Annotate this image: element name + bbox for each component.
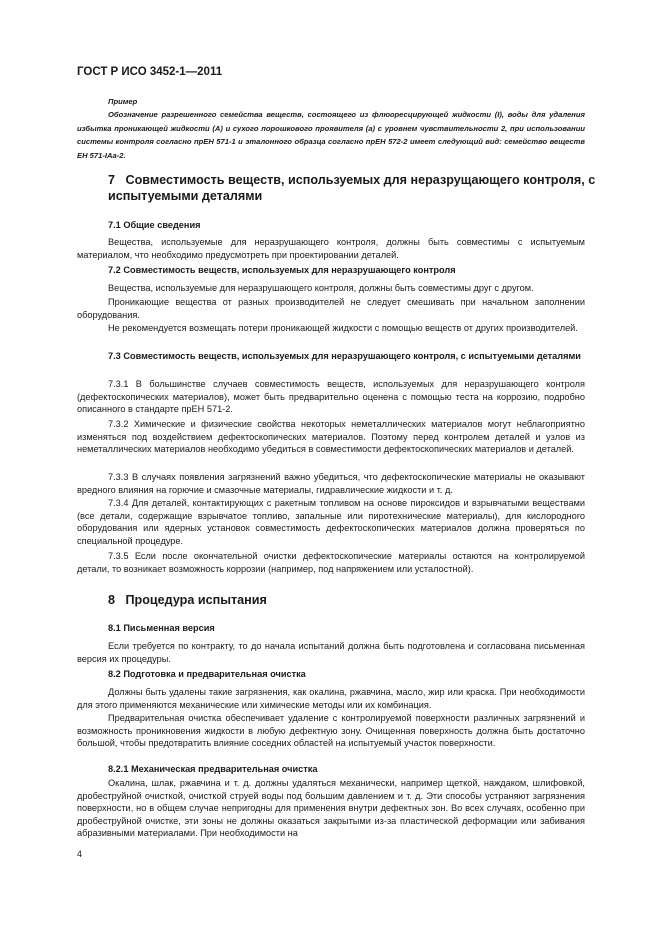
paragraph: Окалина, шлак, ржавчина и т. д. должны удаляться механически, например щеткой, наждаком, шлифовкой, дробеструйной очисткой, очисткой струей воды под большим давлением и т. д. Эти способы устраняют загрязнения поверхности, но в общем случае непригодны для применения внутри дефектных зон. Во всех случаях, особенно при дробеструйной очистке, эти зоны не должны оказаться закрытыми из-за пластической деформации или забивания абразивными материалами. При необходимости на (77, 778, 585, 839)
subsection-7-1-heading: 7.1 Общие сведения (108, 220, 201, 230)
section-7-number: 7 (108, 173, 116, 187)
paragraph: Предварительная очистка обеспечивает удаление с контролируемой поверхности различных загрязнений и возможность проникновения жидкости в любую дефектную зону. Очищенная поверхность должна быть достаточно большой, чтобы предотвратить влияние соседних областей на испытуемый участок поверхности. (77, 713, 585, 749)
example-text: Обозначение разрешенного семейства веществ, состоящего из флюоресцирующей жидкости (I), воды для удаления избытка проникающей жидкости (А) и сухого порошкового проявителя (а) с уровнем чувствительности 2, при использовании системы контроля согласно прЕН 571-1 и эталонного образца согласно прЕН 572-2 имеет следующий вид: семейство веществ ЕН 571-IАа-2. (77, 110, 585, 160)
subsection-7-3-heading: 7.3 Совместимость веществ, используемых для неразрушающего контроля, с испытуемыми деталями (108, 351, 581, 361)
paragraph: Вещества, используемые для неразрушающего контроля, должны быть совместимы друг с другом. (108, 283, 534, 293)
paragraph-7-3-5: 7.3.5 Если после окончательной очистки дефектоскопические материалы остаются на контролируемой детали, то возникает возможность коррозии (например, под напряжением или усталостной). (77, 551, 585, 574)
section-8-number: 8 (108, 593, 116, 607)
paragraph-7-3-1: 7.3.1 В большинстве случаев совместимость веществ, используемых для неразрушающего контроля (дефектоскопических материалов), может быть предварительно оценена с помощью теста на коррозию, подробно описанного в стандарте прЕН 571-2. (77, 379, 585, 415)
paragraph-7-3-4: 7.3.4 Для деталей, контактирующих с ракетным топливом на основе пироксидов и взрывчатыми веществами (все детали, содержащие взрывчатое топливо, запальные или пиротехнические материалы), для кислородного оборудования или ядерных установок совместимость дефектоскопических материалов должна проверяться по специальной процедуре. (77, 498, 585, 546)
paragraph: Если требуется по контракту, то до начала испытаний должна быть подготовлена и согласована письменная версия их процедуры. (77, 641, 585, 664)
example-block (77, 96, 585, 162)
subsection-8-2-1-heading: 8.2.1 Механическая предварительная очистка (108, 764, 318, 774)
paragraph-7-3-3: 7.3.3 В случаях появления загрязнений важно убедиться, что дефектоскопические материалы не оказывают вредного влияния на горючие и смазочные материалы, гидравлические жидкости и т. д. (77, 472, 585, 495)
paragraph-7-3-2: 7.3.2 Химические и физические свойства некоторых неметаллических материалов могут неблагоприятно изменяться под воздействием дефектоскопических материалов. Поэтому перед контролем деталей и узлов из неметаллических материалов необходимо убедиться в совместимости дефектоскопических материалов и деталей. (77, 419, 585, 455)
section-7-heading (77, 172, 616, 204)
subsection-8-2-heading: 8.2 Подготовка и предварительная очистка (108, 669, 306, 679)
paragraph: Должны быть удалены такие загрязнения, как окалина, ржавчина, масло, жир или краска. При необходимости для этого применяются механические или химические методы или их комбинация. (77, 687, 585, 710)
subsection-7-2-heading: 7.2 Совместимость веществ, используемых для неразрушающего контроля (108, 265, 456, 275)
paragraph: Вещества, используемые для неразрушающего контроля, должны быть совместимы с испытуемым материалом, что необходимо предусмотреть при проектировании деталей. (77, 237, 585, 260)
section-7-title: Совместимость веществ, используемых для неразрущающего контроля, с испытуемыми деталями (108, 173, 596, 203)
section-8-heading (77, 592, 616, 608)
example-title: Пример (108, 97, 138, 106)
document-code-header: ГОСТ Р ИСО 3452-1—2011 (77, 66, 223, 78)
subsection-8-1-heading: 8.1 Письменная версия (108, 623, 215, 633)
paragraph: Не рекомендуется возмещать потери проникающей жидкости с помощью веществ от других производителей. (108, 323, 578, 333)
page-number: 4 (77, 849, 83, 859)
paragraph: Проникающие вещества от разных производителей не следует смешивать при начальном заполнении оборудования. (77, 297, 585, 320)
section-8-title: Процедура испытания (125, 593, 267, 607)
